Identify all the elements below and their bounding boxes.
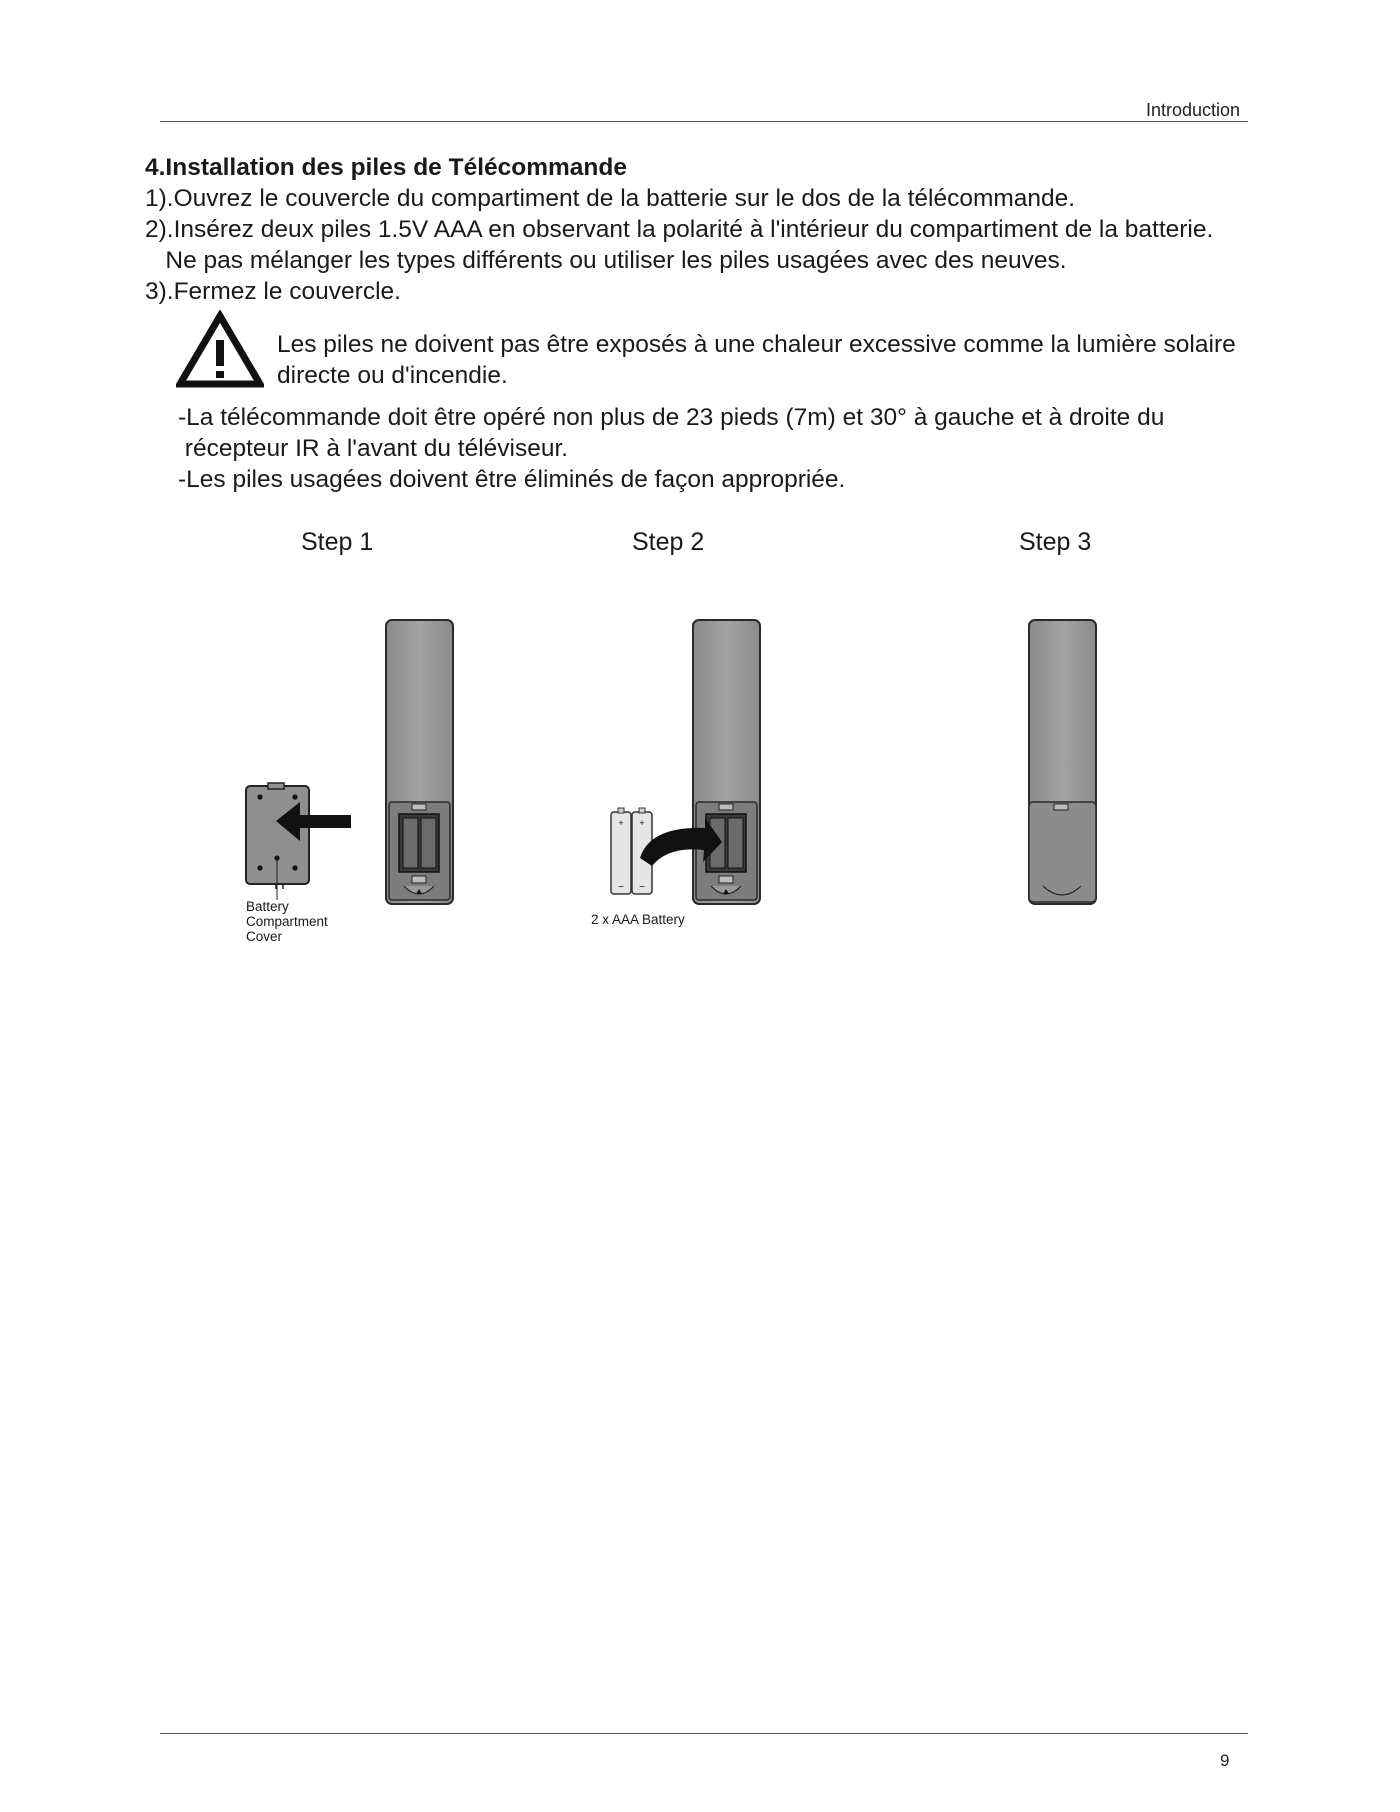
section-heading: 4.Installation des piles de Télécommande	[145, 154, 627, 181]
step-2-label: Step 2	[632, 528, 705, 556]
svg-text:−: −	[618, 882, 624, 893]
instruction-step-1: 1).Ouvrez le couvercle du compartiment de la batterie sur le dos de la télécommande.	[145, 185, 1076, 212]
instruction-step-2: 2).Insérez deux piles 1.5V AAA en observant la polarité à l'intérieur du compartiment de la batterie.	[145, 216, 1214, 243]
note-range-cont: récepteur IR à l'avant du téléviseur.	[178, 435, 569, 462]
note-range: -La télécommande doit être opéré non plus de 23 pieds (7m) et 30° à gauche et à droite du	[178, 404, 1165, 431]
instruction-step-3: 3).Fermez le couvercle.	[145, 278, 401, 305]
step-3-figure	[1029, 620, 1096, 904]
footer-rule	[160, 1733, 1248, 1734]
warning-line: Les piles ne doivent pas être exposés à une chaleur excessive comme la lumière solaire	[277, 331, 1236, 358]
note-disposal: -Les piles usagées doivent être éliminés de façon appropriée.	[178, 466, 846, 493]
step-3-label: Step 3	[1019, 528, 1092, 556]
step-1-figure	[246, 620, 453, 904]
battery-callout: 2 x AAA Battery	[591, 912, 685, 927]
svg-text:+: +	[618, 818, 624, 828]
step-2-figure	[611, 620, 760, 904]
warning-line: directe ou d'incendie.	[277, 362, 508, 389]
instruction-step-2-note: Ne pas mélanger les types différents ou utiliser les piles usagées avec des neuves.	[145, 247, 1067, 274]
svg-text:+: +	[639, 818, 645, 828]
section-header: Introduction	[1145, 100, 1240, 120]
svg-text:−: −	[639, 882, 645, 893]
battery-cover-callout: Battery Compartment Cover	[246, 899, 328, 944]
page-number: 9	[1220, 1751, 1230, 1770]
step-1-label: Step 1	[301, 528, 374, 556]
